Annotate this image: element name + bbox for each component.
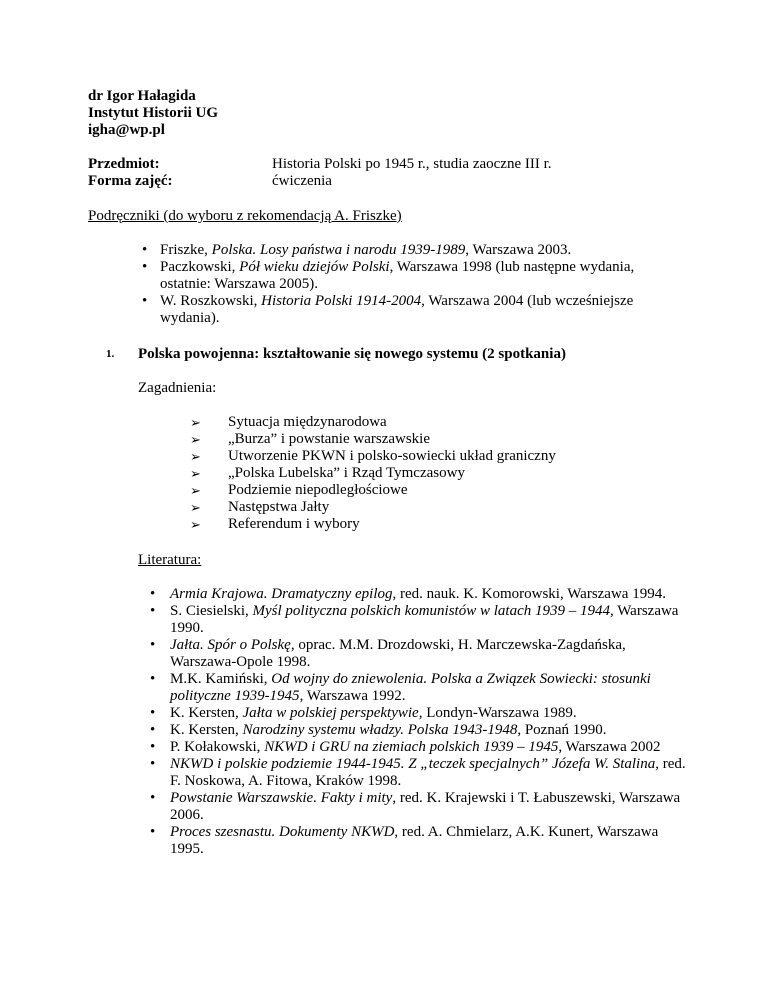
form-label: Forma zajęć:: [88, 173, 173, 189]
arrow-bullet-icon: ➢: [190, 500, 201, 515]
literature-details: , red. F. Noskowa, A. Fitowa, Kraków 1998.: [170, 756, 686, 789]
bullet-icon: •: [142, 242, 148, 258]
literature-item: [150, 790, 690, 824]
topic-item: [190, 448, 556, 465]
institute-name: Instytut Historii UG: [88, 105, 219, 121]
literature-details: , red. A. Chmielarz, A.K. Kunert, Warszawa 1995.: [170, 824, 659, 857]
literature-title: Od wojny do zniewolenia. Polska a Związek Sowiecki: stosunki polityczne 1939-1945: [170, 671, 651, 704]
form-value: ćwiczenia: [272, 173, 332, 189]
literature-item: [150, 637, 690, 671]
topic-text: Utworzenie PKWN i polsko-sowiecki układ graniczny: [228, 448, 556, 464]
textbook-author: W. Roszkowski,: [160, 293, 262, 309]
topic-item: [190, 499, 556, 516]
arrow-bullet-icon: ➢: [190, 432, 201, 447]
literature-item: [150, 756, 690, 790]
section-number: 1.: [106, 348, 115, 360]
literature-author: P. Kołakowski,: [170, 739, 265, 755]
section-title: Polska powojenna: kształtowanie się nowego systemu (2 spotkania): [138, 346, 566, 362]
bullet-icon: •: [142, 293, 148, 309]
topic-text: „Polska Lubelska” i Rząd Tymczasowy: [228, 465, 465, 481]
literature-author: S. Ciesielski,: [170, 603, 253, 619]
literature-details: Warszawa 1990.: [170, 603, 679, 636]
literature-author: K. Kersten,: [170, 705, 243, 721]
author-header: [88, 88, 218, 139]
textbook-details: , Warszawa 2004 (lub wcześniejsze wydania).: [160, 293, 634, 326]
textbook-title: Historia Polski 1914-2004: [261, 293, 422, 309]
subject-value: Historia Polski po 1945 r., studia zaoczne III r.: [272, 156, 552, 172]
bullet-icon: •: [150, 637, 156, 653]
textbook-details: , Warszawa 2003.: [465, 242, 572, 258]
textbook-author: Friszke,: [160, 242, 212, 258]
textbooks-list: [138, 242, 678, 327]
section-heading: [106, 346, 706, 363]
topic-item: [190, 482, 556, 499]
arrow-bullet-icon: ➢: [190, 483, 201, 498]
textbook-details: , Warszawa 1998 (lub następne wydania, ostatnie: Warszawa 2005).: [160, 259, 635, 292]
arrow-bullet-icon: ➢: [190, 415, 201, 430]
arrow-bullet-icon: ➢: [190, 517, 201, 532]
literature-title: Jałta. Spór o Polskę: [170, 637, 291, 653]
literature-item: [150, 705, 690, 722]
literature-title: NKWD i GRU na ziemiach polskich 1939 – 1945: [264, 739, 559, 755]
literature-title: Jałta w polskiej perspektywie: [242, 705, 419, 721]
bullet-icon: •: [150, 705, 156, 721]
literature-details: , Warszawa 1992.: [299, 688, 406, 704]
arrow-bullet-icon: ➢: [190, 449, 201, 464]
topic-item: [190, 516, 556, 533]
literature-item: [150, 671, 690, 705]
textbook-item: [138, 242, 678, 259]
topic-text: Sytuacja międzynarodowa: [228, 414, 387, 430]
literature-details: , Poznań 1990.: [517, 722, 607, 738]
literature-details: , red. K. Krajewski i T. Łabuszewski, Warszawa 2006.: [170, 790, 681, 823]
literature-author: M.K. Kamiński,: [170, 671, 272, 687]
literature-item: [150, 824, 690, 858]
literature-item: [150, 739, 690, 756]
literature-list: [150, 586, 690, 858]
bullet-icon: •: [150, 722, 156, 738]
arrow-bullet-icon: ➢: [190, 466, 201, 481]
literature-title: Armia Krajowa. Dramatyczny epilog: [170, 586, 393, 602]
bullet-icon: •: [150, 586, 156, 602]
literature-details: , oprac. M.M. Drozdowski, H. Marczewska-Zagdańska, Warszawa-Opole 1998.: [170, 637, 626, 670]
bullet-icon: •: [142, 259, 148, 275]
bullet-icon: •: [150, 603, 156, 619]
topic-text: Podziemie niepodległościowe: [228, 482, 408, 498]
literature-title: NKWD i polskie podziemie 1944-1945. Z „teczek specjalnych” Józefa W. Stalina: [170, 756, 656, 772]
literature-heading: Literatura:: [138, 552, 202, 568]
topic-text: „Burza” i powstanie warszawskie: [228, 431, 431, 447]
form-row: [88, 173, 688, 190]
literature-details: , red. nauk. K. Komorowski, Warszawa 1994.: [392, 586, 666, 602]
literature-details: , Londyn-Warszawa 1989.: [418, 705, 577, 721]
textbook-item: [138, 293, 678, 327]
bullet-icon: •: [150, 790, 156, 806]
topics-list: [190, 414, 556, 533]
literature-author: K. Kersten,: [170, 722, 243, 738]
course-meta: [88, 156, 688, 190]
bullet-icon: •: [150, 756, 156, 772]
literature-title: Myśl polityczna polskich komunistów w latach 1939 – 1944,: [252, 603, 614, 619]
textbook-item: [138, 259, 678, 293]
subject-label: Przedmiot:: [88, 156, 160, 172]
topic-item: [190, 414, 556, 431]
literature-item: [150, 603, 690, 637]
topic-item: [190, 431, 556, 448]
literature-item: [150, 586, 690, 603]
literature-item: [150, 722, 690, 739]
literature-details: , Warszawa 2002: [558, 739, 661, 755]
author-email: igha@wp.pl: [88, 122, 165, 138]
topic-text: Referendum i wybory: [228, 516, 360, 532]
bullet-icon: •: [150, 824, 156, 840]
topics-heading: Zagadnienia:: [138, 380, 217, 396]
literature-title: Proces szesnastu. Dokumenty NKWD: [170, 824, 395, 840]
textbook-title: Pół wieku dziejów Polski: [239, 259, 390, 275]
textbook-author: Paczkowski,: [160, 259, 240, 275]
bullet-icon: •: [150, 739, 156, 755]
literature-title: Powstanie Warszawskie. Fakty i mity: [170, 790, 393, 806]
topic-text: Następstwa Jałty: [228, 499, 330, 515]
textbook-title: Polska. Losy państwa i narodu 1939-1989: [211, 242, 466, 258]
bullet-icon: •: [150, 671, 156, 687]
literature-title: Narodziny systemu władzy. Polska 1943-1948: [242, 722, 518, 738]
subject-row: [88, 156, 688, 173]
topic-item: [190, 465, 556, 482]
textbooks-heading: Podręczniki (do wyboru z rekomendacją A. Friszke): [88, 208, 402, 224]
author-name: dr Igor Hałagida: [88, 88, 196, 104]
